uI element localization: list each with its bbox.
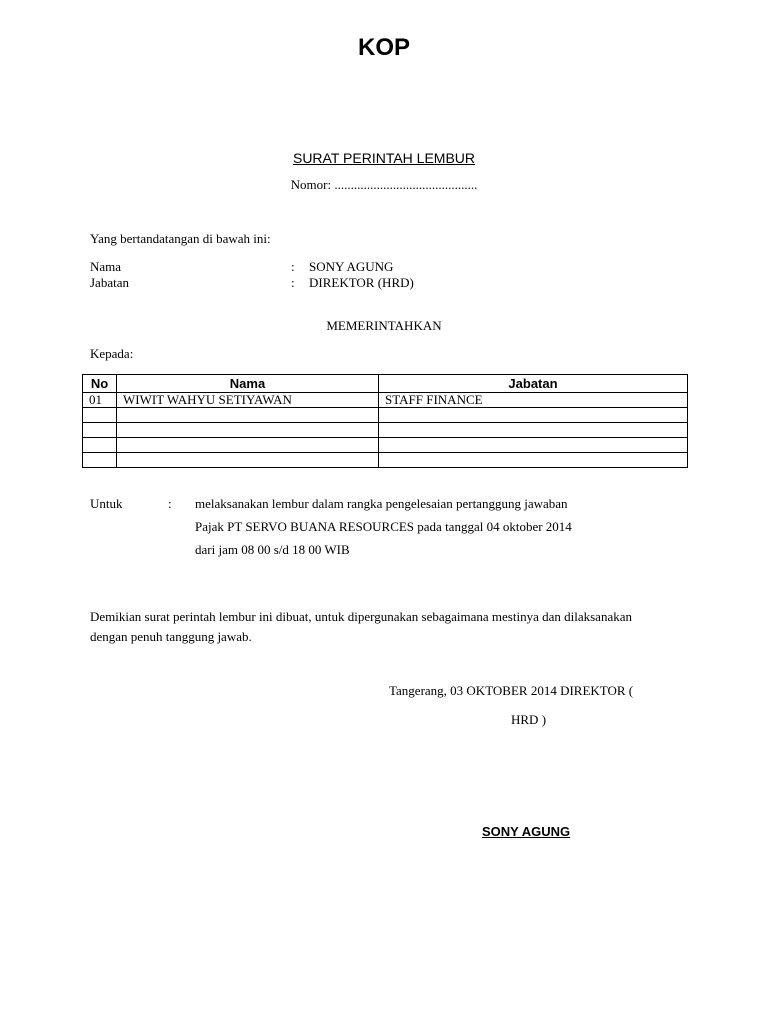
cell-jabatan [379, 453, 688, 468]
untuk-line-2: Pajak PT SERVO BUANA RESOURCES pada tanggal 04 oktober 2014 [195, 519, 572, 534]
table-row [83, 453, 688, 468]
cell-nama [117, 453, 379, 468]
cell-jabatan [379, 423, 688, 438]
place-date: Tangerang, 03 OKTOBER 2014 DIREKTOR ( [389, 683, 634, 698]
jabatan-label: Jabatan [90, 275, 129, 290]
memerintahkan-heading: MEMERINTAHKAN [326, 318, 442, 333]
jabatan-colon: : [291, 275, 295, 290]
document-title: SURAT PERINTAH LEMBUR [292, 150, 476, 166]
cell-no [83, 438, 117, 453]
kepada-label: Kepada: [90, 346, 134, 361]
table-header-row [83, 375, 688, 393]
cell-jabatan [379, 408, 688, 423]
document-number: Nomor: ............................................ [290, 177, 478, 192]
cell-nama [117, 408, 379, 423]
hrd-closing: HRD ) [511, 712, 547, 727]
nama-value: SONY AGUNG [309, 259, 394, 274]
staff-table [82, 374, 688, 468]
table-row [83, 408, 688, 423]
intro-text: Yang bertandatangan di bawah ini: [90, 231, 271, 246]
table-row [83, 393, 688, 408]
nama-colon: : [291, 259, 295, 274]
column-header-no: No [83, 375, 117, 393]
signer-name: SONY AGUNG [482, 824, 571, 839]
untuk-label: Untuk [90, 496, 123, 511]
jabatan-value: DIREKTOR (HRD) [309, 275, 414, 290]
cell-nama [117, 438, 379, 453]
table-row [83, 438, 688, 453]
cell-jabatan: STAFF FINANCE [379, 393, 688, 408]
column-header-nama: Nama [117, 375, 379, 393]
letterhead-kop: KOP [357, 34, 410, 61]
column-header-jabatan: Jabatan [379, 375, 688, 393]
untuk-line-3: dari jam 08 00 s/d 18 00 WIB [195, 542, 350, 557]
untuk-colon: : [168, 496, 172, 511]
closing-paragraph: Demikian surat perintah lembur ini dibuat, untuk dipergunakan sebagaimana mestinya dan dilaksanakan dengan penuh tanggung jawab. [90, 609, 632, 644]
cell-nama [117, 423, 379, 438]
cell-nama: WIWIT WAHYU SETIYAWAN [117, 393, 379, 408]
cell-no [83, 453, 117, 468]
cell-jabatan [379, 438, 688, 453]
table-row [83, 423, 688, 438]
cell-no [83, 423, 117, 438]
cell-no: 01 [83, 393, 117, 408]
nama-label: Nama [90, 259, 122, 274]
cell-no [83, 408, 117, 423]
untuk-line-1: melaksanakan lembur dalam rangka pengelesaian pertanggung jawaban [195, 496, 568, 511]
